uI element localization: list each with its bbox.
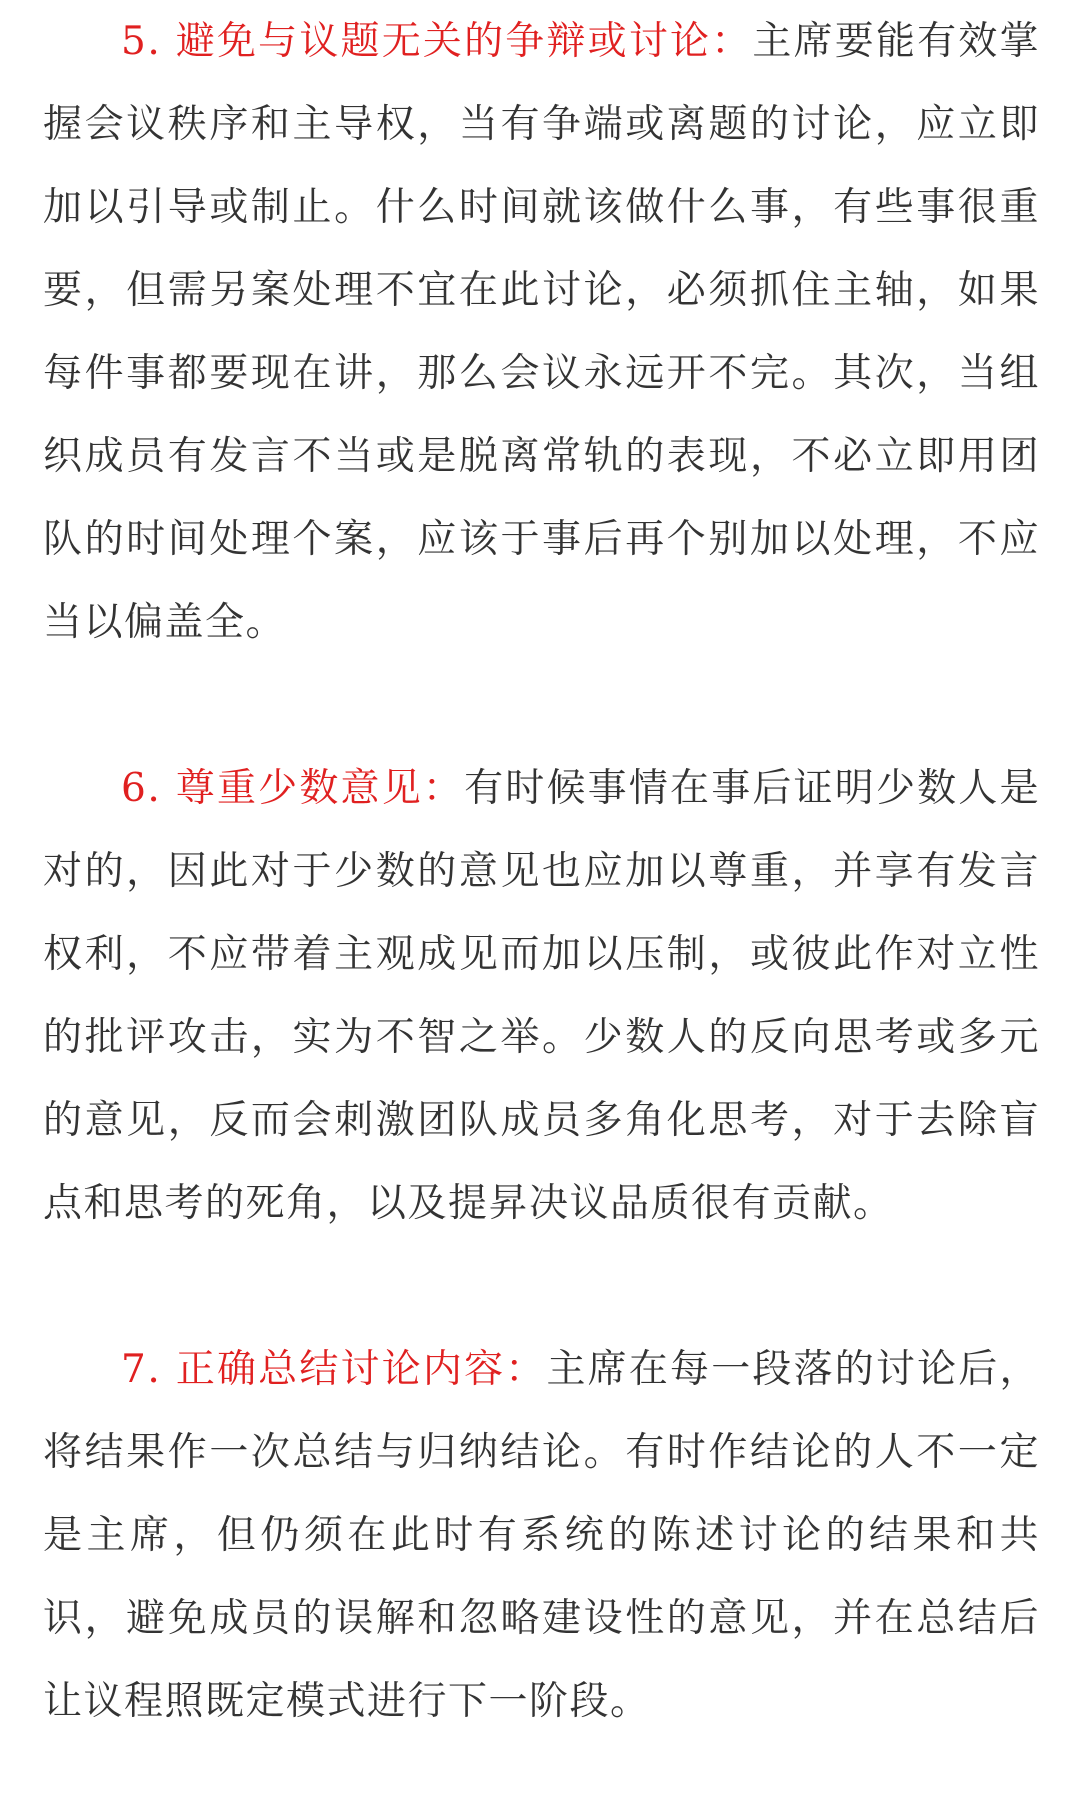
section-6-body: 有时候事情在事后证明少数人是对的，因此对于少数的意见也应加以尊重，并享有发言权利，不应带着主观成见而加以压制，或彼此作对立性的批评攻击，实为不智之举。少数人的反向思考或多元的意见，反而会刺激团队成员多角化思考，对于去除盲点和思考的死角，以及提昇决议品质很有贡献。 [43, 766, 1040, 1226]
section-7-body: 主席在每一段落的讨论后，将结果作一次总结与归纳结论。有时作结论的人不一定是主席，但仍须在此时有系统的陈述讨论的结果和共识，避免成员的误解和忽略建设性的意见，并在总结后让议程照既定模式进行下一阶段。 [43, 1347, 1040, 1724]
section-5-number: 5. [121, 19, 162, 64]
section-5-paragraph [43, 0, 1040, 664]
section-6-number: 6. [121, 766, 162, 811]
section-6-paragraph [43, 747, 1040, 1245]
section-5-heading [121, 19, 752, 64]
section-5-heading-text: 避免与议题无关的争辩或讨论： [175, 19, 753, 64]
section-6-heading [121, 766, 464, 811]
section-7-paragraph [43, 1328, 1040, 1743]
section-5-body: 主席要能有效掌握会议秩序和主导权，当有争端或离题的讨论，应立即加以引导或制止。什么时间就该做什么事，有些事很重要，但需另案处理不宜在此讨论，必须抓住主轴，如果每件事都要现在讲，那么会议永远开不完。其次，当组织成员有发言不当或是脱离常轨的表现，不必立即用团队的时间处理个案，应该于事后再个别加以处理，不应当以偏盖全。 [43, 19, 1040, 645]
section-7-heading-text: 正确总结讨论内容： [175, 1347, 547, 1392]
section-7-number: 7. [121, 1347, 162, 1392]
section-7-heading [121, 1347, 546, 1392]
section-6-heading-text: 尊重少数意见： [175, 766, 465, 811]
